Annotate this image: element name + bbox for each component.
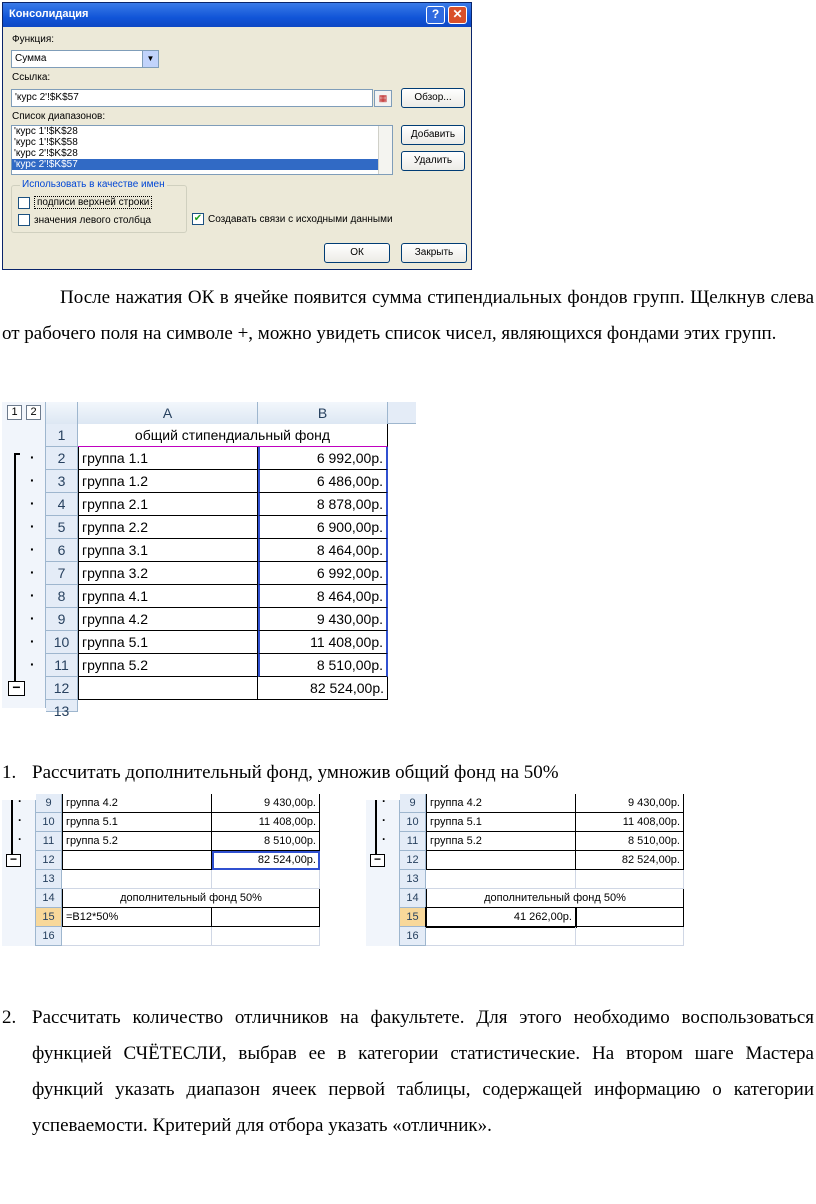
create-links-label: Создавать связи с исходными данными (208, 213, 393, 225)
row-header[interactable]: 14 (36, 889, 62, 908)
table-cell[interactable] (212, 908, 320, 927)
table-cell-group[interactable]: группа 4.2 (426, 794, 576, 813)
row-header[interactable]: 9 (400, 794, 426, 813)
checkbox-box[interactable] (18, 214, 30, 226)
delete-button[interactable]: Удалить (401, 151, 465, 171)
item-text: Рассчитать количество отличников на факультете. Для этого необходимо воспользоваться функцией СЧЁТЕСЛИ, выбрав ее в категории статистические. На втором шаге Мастера функций указать диапазон ячеек первой таблицы, содержащей информацию о категории успеваемости. Критерий для отбора указать «отличник». (32, 1007, 814, 1136)
reference-label: Ссылка: (12, 72, 51, 83)
table-cell-amount[interactable]: 6 992,00р. (258, 562, 388, 585)
table-cell-group[interactable]: группа 2.1 (78, 493, 258, 516)
ok-button[interactable]: ОК (324, 243, 390, 263)
use-labels-title: Использовать в качестве имен (22, 179, 165, 190)
row-header[interactable]: 9 (46, 608, 78, 631)
column-header-a[interactable]: A (78, 402, 258, 424)
row-header[interactable]: 11 (400, 832, 426, 851)
spreadsheet-result (366, 794, 684, 946)
left-column-checkbox[interactable] (18, 214, 151, 226)
table-cell-group[interactable]: группа 3.1 (78, 539, 258, 562)
table-header-cell[interactable]: общий стипендиальный фонд (78, 424, 388, 447)
outline-dot: · (30, 518, 35, 534)
column-header-b[interactable]: B (258, 402, 388, 424)
table-cell-group[interactable]: группа 5.2 (62, 832, 212, 851)
empty-cell[interactable] (576, 870, 684, 889)
outline-dot: · (30, 656, 35, 672)
collapse-icon[interactable]: − (6, 854, 21, 867)
ranges-label: Список диапазонов: (12, 111, 106, 122)
row-header[interactable]: 8 (46, 585, 78, 608)
table-cell-group[interactable]: группа 5.1 (78, 631, 258, 654)
paragraph-after-ok (2, 280, 814, 352)
outline-dot: · (18, 813, 22, 827)
range-picker-icon[interactable]: ▦ (374, 90, 392, 107)
checkmark-icon[interactable]: ✔ (193, 213, 203, 224)
table-cell-amount[interactable]: 8 510,00р. (212, 832, 320, 851)
chevron-down-icon[interactable]: ▼ (142, 51, 158, 67)
paragraph-text: После нажатия ОК в ячейке появится сумма стипендиальных фондов групп. Щелкнув слева от рабочего поля на символе +, можно увидеть список чисел, являющихся фондами этих групп. (2, 287, 814, 344)
table-cell-group[interactable]: группа 4.2 (78, 608, 258, 631)
row-header[interactable]: 6 (46, 539, 78, 562)
outline-dot: · (382, 813, 386, 827)
row-header[interactable]: 3 (46, 470, 78, 493)
table-cell-group[interactable] (426, 851, 576, 870)
outline-level-1-button[interactable]: 1 (7, 405, 22, 420)
formula-cell[interactable]: =B12*50% (62, 908, 212, 927)
outline-dot: · (382, 794, 386, 808)
reference-input[interactable]: 'курс 2'!$K$57 (11, 89, 373, 107)
item-number: 2. (2, 1007, 17, 1028)
list-item[interactable]: 'курс 1'!$K$28 (14, 126, 78, 137)
function-label: Функция: (12, 34, 55, 45)
top-row-checkbox[interactable] (18, 196, 152, 209)
list-item[interactable]: 'курс 1'!$K$58 (14, 137, 78, 148)
spreadsheet-formula (2, 794, 320, 946)
dialog-title: Консолидация (9, 8, 89, 20)
outline-dot: · (18, 832, 22, 846)
function-value: Сумма (15, 53, 47, 64)
table-cell-amount[interactable]: 11 408,00р. (576, 813, 684, 832)
empty-cell[interactable] (62, 927, 212, 946)
left-column-label: значения левого столбца (34, 214, 152, 226)
table-cell-group[interactable]: группа 5.2 (78, 654, 258, 677)
outline-dot: · (30, 495, 35, 511)
empty-cell[interactable] (212, 870, 320, 889)
empty-cell[interactable] (576, 927, 684, 946)
list-item[interactable]: 'курс 2'!$K$28 (14, 148, 78, 159)
table-cell-amount[interactable]: 6 992,00р. (258, 447, 388, 470)
outline-dot: · (30, 472, 35, 488)
row-header[interactable]: 15 (400, 908, 426, 927)
table-cell-amount[interactable]: 9 430,00р. (258, 608, 388, 631)
table-cell-group[interactable]: группа 1.1 (78, 447, 258, 470)
row-header[interactable]: 11 (36, 832, 62, 851)
use-labels-group (11, 179, 187, 233)
row-header[interactable]: 14 (400, 889, 426, 908)
table-header-cell[interactable]: дополнительный фонд 50% (62, 889, 320, 908)
table-cell-amount[interactable]: 82 524,00р. (258, 677, 388, 700)
outline-dot: · (30, 587, 35, 603)
empty-cell[interactable] (426, 870, 576, 889)
empty-cell[interactable] (62, 870, 212, 889)
item-text: Рассчитать дополнительный фонд, умножив общий фонд на 50% (32, 762, 559, 783)
table-cell-group[interactable]: группа 5.1 (62, 813, 212, 832)
row-header[interactable]: 10 (36, 813, 62, 832)
close-button[interactable]: Закрыть (401, 243, 467, 263)
row-header[interactable]: 16 (400, 927, 426, 946)
consolidation-dialog (2, 2, 472, 270)
outline-dot: · (30, 610, 35, 626)
row-header[interactable]: 16 (36, 927, 62, 946)
table-cell-group[interactable] (62, 851, 212, 870)
empty-cell[interactable] (426, 927, 576, 946)
table-cell-amount[interactable]: 8 510,00р. (576, 832, 684, 851)
table-cell[interactable] (576, 908, 684, 927)
outline-dot: · (30, 633, 35, 649)
table-cell-amount[interactable]: 8 464,00р. (258, 585, 388, 608)
outline-dot: · (30, 449, 35, 465)
row-header[interactable]: 13 (36, 870, 62, 889)
empty-cell[interactable] (212, 927, 320, 946)
table-cell-amount[interactable]: 11 408,00р. (212, 813, 320, 832)
row-header[interactable]: 10 (46, 631, 78, 654)
table-cell-group[interactable]: группа 5.2 (426, 832, 576, 851)
close-icon[interactable]: ✕ (448, 6, 467, 24)
row-header[interactable]: 12 (400, 851, 426, 870)
outline-dot: · (382, 832, 386, 846)
listbox-scrollbar[interactable] (378, 126, 392, 174)
outline-column (2, 402, 46, 708)
list-item-selected[interactable]: 'курс 2'!$K$57 (12, 159, 392, 170)
table-cell-amount[interactable]: 8 878,00р. (258, 493, 388, 516)
ranges-listbox[interactable] (11, 125, 393, 175)
browse-button[interactable]: Обзор... (401, 88, 465, 108)
row-header[interactable]: 2 (46, 447, 78, 470)
function-combo[interactable] (11, 50, 159, 68)
row-header[interactable]: 13 (400, 870, 426, 889)
table-cell-amount[interactable]: 82 524,00р. (576, 851, 684, 870)
row-header[interactable]: 12 (46, 677, 78, 700)
help-icon[interactable]: ? (426, 6, 445, 24)
task-item-2 (2, 1000, 814, 1144)
collapse-icon[interactable]: − (8, 681, 25, 696)
result-cell[interactable]: 41 262,00р. (426, 908, 576, 927)
spreadsheet-outline (2, 402, 416, 719)
select-all-corner[interactable] (46, 402, 78, 424)
row-header[interactable]: 5 (46, 516, 78, 539)
table-cell-amount[interactable]: 9 430,00р. (576, 794, 684, 813)
table-cell-amount[interactable]: 8 510,00р. (258, 654, 388, 677)
create-links-checkbox[interactable] (192, 213, 393, 225)
table-cell-group[interactable]: группа 1.2 (78, 470, 258, 493)
column-header-row (46, 402, 416, 424)
table-cell-amount[interactable]: 8 464,00р. (258, 539, 388, 562)
row-header[interactable]: 11 (46, 654, 78, 677)
row-header[interactable]: 7 (46, 562, 78, 585)
table-cell-amount[interactable]: 82 524,00р. (212, 851, 320, 870)
dialog-titlebar (3, 3, 471, 27)
outline-bracket (14, 453, 20, 687)
checkbox-box[interactable] (18, 197, 30, 209)
row-header[interactable]: 13 (46, 700, 78, 712)
table-cell-group[interactable]: группа 4.2 (62, 794, 212, 813)
add-button[interactable]: Добавить (401, 125, 465, 145)
table-cell-amount[interactable]: 6 900,00р. (258, 516, 388, 539)
outline-level-2-button[interactable]: 2 (26, 405, 41, 420)
table-header-cell[interactable]: дополнительный фонд 50% (426, 889, 684, 908)
outline-dot: · (30, 541, 35, 557)
row-header[interactable]: 1 (46, 424, 78, 447)
row-header[interactable]: 4 (46, 493, 78, 516)
row-header[interactable]: 12 (36, 851, 62, 870)
row-header[interactable]: 9 (36, 794, 62, 813)
task-item-1 (2, 755, 814, 791)
table-cell-group[interactable]: группа 3.2 (78, 562, 258, 585)
row-header[interactable]: 15 (36, 908, 62, 927)
table-cell-amount[interactable]: 9 430,00р. (212, 794, 320, 813)
collapse-icon[interactable]: − (370, 854, 385, 867)
table-cell-group[interactable]: группа 4.1 (78, 585, 258, 608)
top-row-label: подписи верхней строки (34, 196, 152, 209)
table-cell-amount[interactable]: 11 408,00р. (258, 631, 388, 654)
table-cell-group[interactable] (78, 677, 258, 700)
item-number: 1. (2, 762, 17, 783)
outline-dot: · (30, 564, 35, 580)
table-cell-group[interactable]: группа 5.1 (426, 813, 576, 832)
outline-dot: · (18, 794, 22, 808)
table-cell-amount[interactable]: 6 486,00р. (258, 470, 388, 493)
row-header[interactable]: 10 (400, 813, 426, 832)
table-cell-group[interactable]: группа 2.2 (78, 516, 258, 539)
